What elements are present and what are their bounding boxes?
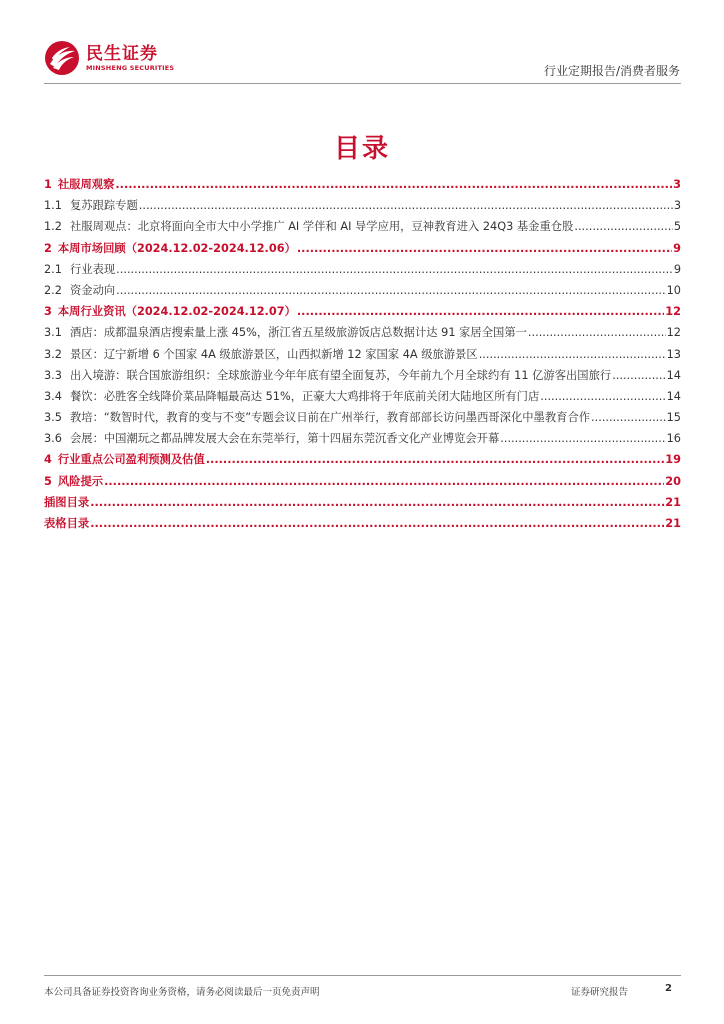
footer-disclaimer: 本公司具备证券投资咨询业务资格，请务必阅读最后一页免责声明: [44, 987, 320, 998]
toc-entry-page: 12: [665, 305, 681, 319]
toc-entry-number: 2.2: [44, 283, 62, 297]
toc-leader-dots: [540, 386, 665, 407]
toc-entry-text: 社服周观点：北京将面向全市大中小学推广 AI 学伴和 AI 导学应用，豆神教育进入 24Q3 基金重仓股: [69, 220, 574, 234]
toc-entry-label: [44, 513, 89, 534]
toc-entry-page: 9: [673, 262, 681, 276]
toc-entry-number: 2: [44, 241, 52, 255]
toc-entry-text: 出入境游：联合国旅游组织：全球旅游业今年年底有望全面复苏，今年前九个月全球约有 11 亿游客出国旅行: [69, 368, 612, 382]
toc-entry-page: 12: [666, 326, 681, 340]
toc-entry-label: [44, 428, 499, 449]
toc-entry-label: [44, 407, 590, 428]
toc-entry-label: [44, 492, 89, 513]
toc-entry-number: 4: [44, 453, 52, 467]
toc-entry[interactable]: [44, 365, 681, 386]
toc-entry-page: 3: [673, 178, 681, 191]
toc-entry-page: 21: [665, 517, 681, 530]
toc-entry-number: 3.5: [44, 411, 62, 425]
toc-entry-text: 教培：“数智时代，教育的变与不变”专题会议日前在广州举行，教育部部长访问墨西哥深化中墨教育合作: [69, 411, 591, 425]
toc-leader-dots: [591, 407, 666, 428]
toc-entry-text: 社服周观察: [57, 178, 115, 191]
toc-leader-dots: [116, 280, 665, 301]
toc-entry-text: 插图目录: [44, 495, 90, 509]
toc-entry-label: [44, 238, 296, 259]
toc-leader-dots: [500, 428, 665, 449]
toc-entry-page: 16: [666, 432, 681, 446]
toc-leader-dots: [90, 492, 664, 513]
toc-entry-number: 3.3: [44, 368, 62, 382]
toc-leader-dots: [139, 195, 673, 216]
toc-entry-page: 13: [666, 347, 681, 361]
toc-entry[interactable]: [44, 216, 681, 237]
toc-entry-number: 5: [44, 474, 52, 488]
toc-entry-number: 2.1: [44, 262, 62, 276]
toc-entry-text: 资金动向: [69, 283, 116, 297]
page-title: 目录: [333, 134, 390, 164]
toc-entry-text: 本周市场回顾（2024.12.02-2024.12.06）: [57, 241, 296, 255]
toc-entry-text: 行业重点公司盈利预测及估值: [57, 453, 205, 467]
toc-entry-page: 3: [673, 199, 681, 213]
toc-entry[interactable]: [44, 471, 681, 492]
toc-entry-page: 14: [666, 389, 681, 403]
toc-entry[interactable]: [44, 407, 681, 428]
toc-entry-label: [44, 386, 539, 407]
toc-entry-label: [44, 471, 103, 492]
toc-leader-dots: [206, 449, 665, 470]
footer-report-type: 证券研究报告: [570, 987, 628, 998]
toc-leader-dots: [297, 238, 672, 259]
toc-entry-text: 会展：中国潮玩之都品牌发展大会在东莞举行，第十四届东莞沉香文化产业博览会开幕: [69, 432, 500, 446]
toc-leader-dots: [528, 322, 666, 343]
toc-entry[interactable]: [44, 513, 681, 534]
toc-entry-number: 3: [44, 305, 52, 319]
toc-entry[interactable]: [44, 301, 681, 322]
toc-entry-label: [44, 365, 611, 386]
toc-leader-dots: [574, 216, 672, 237]
toc-entry-number: 1.1: [44, 199, 62, 213]
toc-entry-page: 19: [665, 453, 681, 467]
toc-entry[interactable]: [44, 492, 681, 513]
toc-entry-label: [44, 216, 573, 237]
toc-entry-number: 3.6: [44, 432, 62, 446]
toc-entry-number: 3.1: [44, 326, 62, 340]
toc-entry-label: [44, 195, 138, 216]
toc-entry[interactable]: [44, 386, 681, 407]
toc-entry-label: [44, 449, 205, 470]
toc-entry[interactable]: [44, 238, 681, 259]
toc-entry-page: 5: [673, 220, 681, 234]
toc-entry-text: 酒店：成都温泉酒店搜索量上涨 45%，浙江省五星级旅游饭店总数据计达 91 家居全国第一: [69, 326, 527, 340]
toc-entry-text: 风险提示: [57, 474, 104, 488]
toc-entry[interactable]: [44, 174, 681, 195]
toc-leader-dots: [115, 174, 672, 195]
toc-entry-label: [44, 301, 296, 322]
toc-entry-text: 表格目录: [44, 517, 90, 530]
toc-leader-dots: [116, 259, 673, 280]
toc-entry-text: 复苏跟踪专题: [69, 199, 138, 213]
toc-entry[interactable]: [44, 449, 681, 470]
toc-entry-number: 3.4: [44, 389, 62, 403]
page-header: [44, 40, 684, 86]
toc-entry-page: 21: [665, 495, 681, 509]
minsheng-logo-icon: [44, 40, 80, 76]
toc-entry[interactable]: [44, 322, 681, 343]
toc-entry[interactable]: [44, 259, 681, 280]
table-of-contents: [44, 174, 681, 534]
toc-entry-label: [44, 280, 115, 301]
header-divider: [44, 83, 681, 84]
toc-entry[interactable]: [44, 344, 681, 365]
toc-entry-text: 本周行业资讯（2024.12.02-2024.12.07）: [57, 305, 296, 319]
toc-leader-dots: [104, 471, 664, 492]
toc-entry-number: 1.2: [44, 220, 62, 234]
logo-chinese-name: 民生证券: [86, 43, 158, 64]
toc-entry-page: 15: [666, 411, 681, 425]
footer-divider: [44, 975, 681, 976]
toc-leader-dots: [297, 301, 664, 322]
page-number: 2: [665, 983, 672, 994]
toc-entry-number: 3.2: [44, 347, 62, 361]
toc-entry-text: 餐饮：必胜客全线降价菜品降幅最高达 51%，正豪大大鸡排将于年底前关闭大陆地区所有门店: [69, 389, 540, 403]
toc-leader-dots: [479, 344, 666, 365]
toc-entry-label: [44, 259, 115, 280]
toc-entry[interactable]: [44, 428, 681, 449]
toc-entry-page: 20: [665, 474, 681, 488]
toc-entry-number: 1: [44, 178, 52, 191]
report-category: 行业定期报告/消费者服务: [543, 64, 680, 78]
toc-entry-label: [44, 344, 478, 365]
toc-entry-text: 景区：辽宁新增 6 个国家 4A 级旅游景区，山西拟新增 12 家国家 4A 级旅游景区: [69, 347, 478, 361]
toc-entry-page: 9: [673, 241, 681, 255]
toc-entry[interactable]: [44, 195, 681, 216]
toc-entry[interactable]: [44, 280, 681, 301]
toc-entry-page: 14: [666, 368, 681, 382]
toc-entry-text: 行业表现: [69, 262, 116, 276]
toc-leader-dots: [612, 365, 665, 386]
toc-entry-label: [44, 322, 527, 343]
company-logo: [44, 40, 174, 76]
toc-leader-dots: [90, 513, 664, 534]
toc-entry-page: 10: [666, 283, 681, 297]
logo-english-name: MINSHENG SECURITIES: [86, 63, 175, 72]
toc-entry-label: [44, 174, 114, 195]
